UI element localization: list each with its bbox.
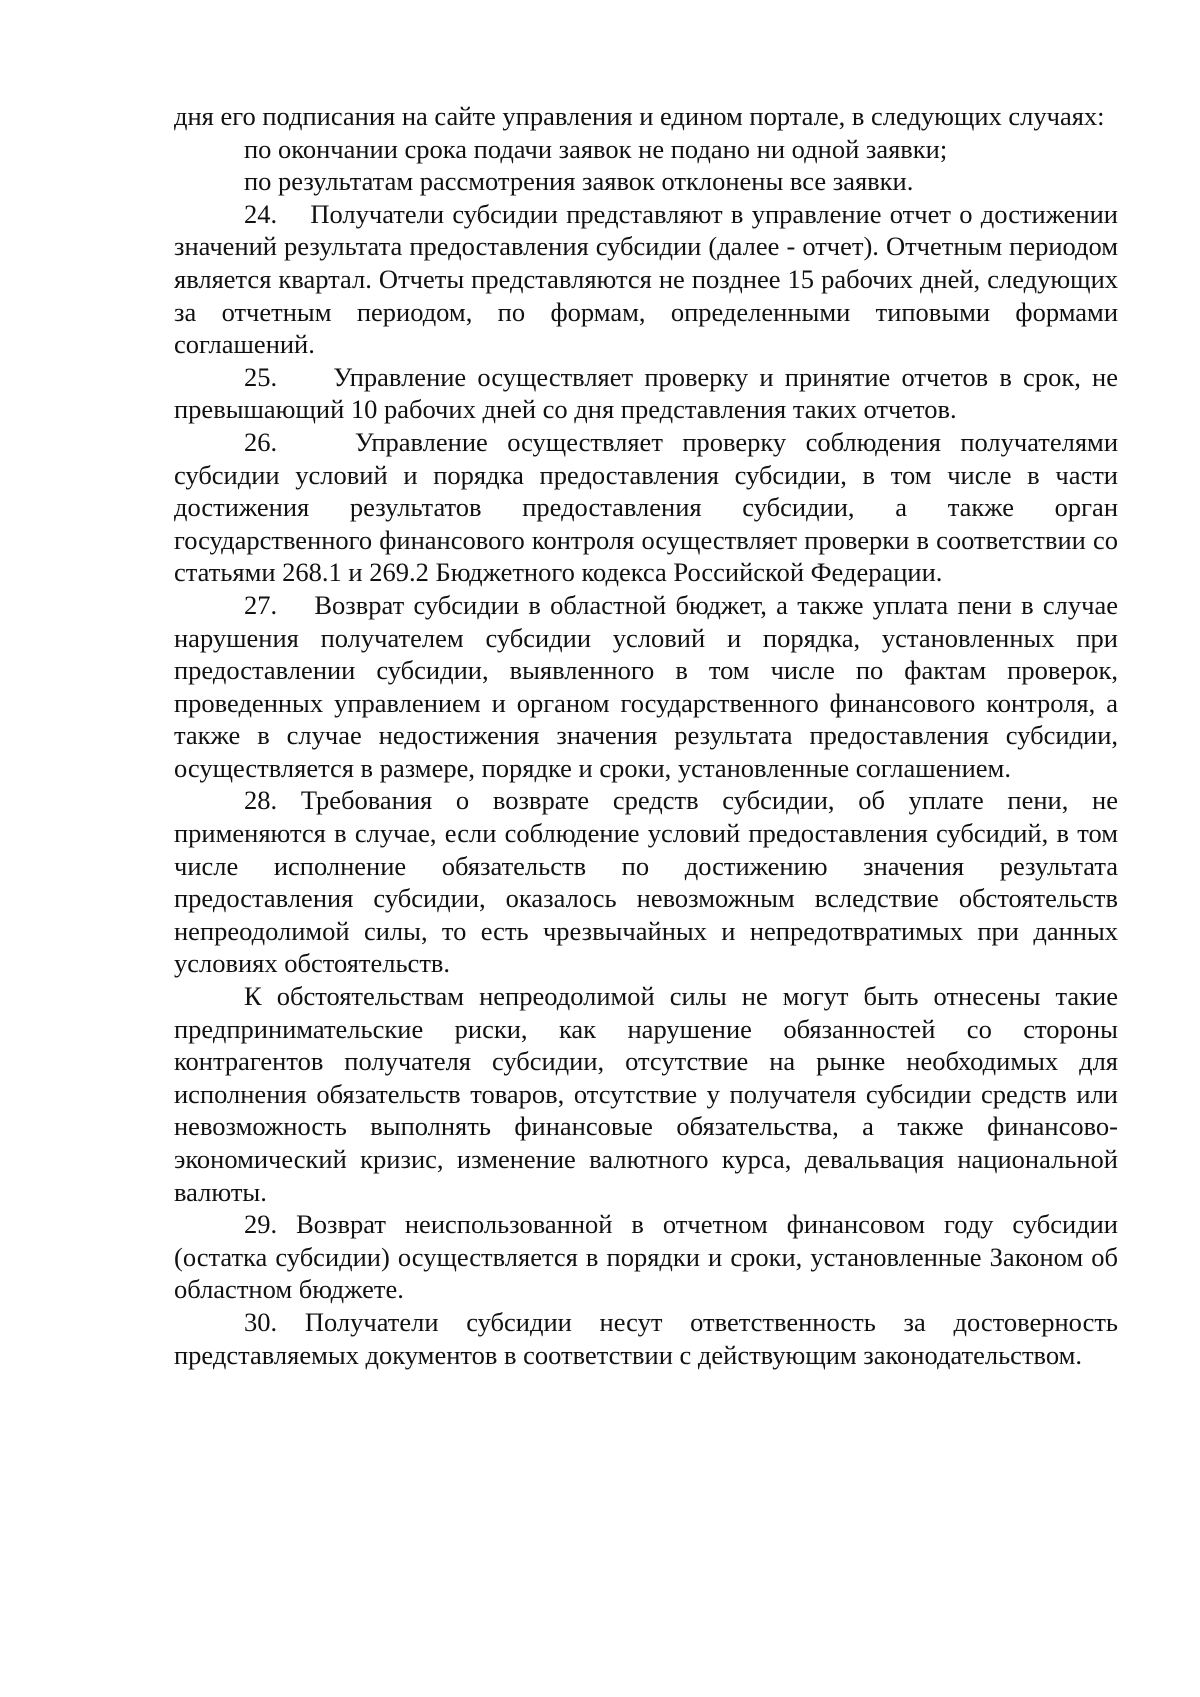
paragraph-number: 28. xyxy=(244,785,278,816)
paragraph-25 xyxy=(174,361,1118,426)
paragraph-26 xyxy=(174,426,1118,589)
paragraph-continuation xyxy=(174,100,1118,133)
paragraph-number: 24. xyxy=(244,198,278,229)
paragraph-text: Возврат неиспользованной в отчетном финансовом году субсидии (остатка субсидии) осуществляется в порядки и сроки, установленные Законом об областном бюджете. xyxy=(174,1209,1118,1305)
paragraph-text: Требования о возврате средств субсидии, об уплате пени, не применяются в случае, если соблюдение условий предоставления субсидий, в том числе исполнение обязательств по достижению значения результата предоставления субсидии, оказалось невозможным вследствие обстоятельств непреодолимой силы, то есть чрезвычайных и непредотвратимых при данных условиях обстоятельств. xyxy=(174,785,1118,979)
paragraph-all-rejected xyxy=(174,165,1118,198)
paragraph-text: дня его подписания на сайте управления и едином портале, в следующих случаях: xyxy=(174,101,1105,131)
paragraph-28 xyxy=(174,784,1118,980)
paragraph-number: 26. xyxy=(244,426,278,457)
paragraph-text: К обстоятельствам непреодолимой силы не могут быть отнесены такие предпринимательские риски, как нарушение обязанностей со стороны контрагентов получателя субсидии, отсутствие на рынке необходимых для исполнения обязательств товаров, отсутствие у получателя субсидии средств или невозможность выполнять финансовые обязательства, а также финансово-экономический кризис, изменение валютного курса, девальвация национальной валюты. xyxy=(174,981,1118,1207)
paragraph-text: Получатели субсидии представляют в управление отчет о достижении значений результата предоставления субсидии (далее - отчет). Отчетным периодом является квартал. Отчеты представляются не позднее 15 рабочих дней, следующих за отчетным периодом, по формам, определенными типовыми формами соглашений. xyxy=(174,198,1118,360)
paragraph-24 xyxy=(174,198,1118,361)
paragraph-number: 25. xyxy=(244,361,278,392)
paragraph-text: по результатам рассмотрения заявок отклонены все заявки. xyxy=(244,166,914,197)
paragraph-29 xyxy=(174,1208,1118,1306)
paragraph-text: Управление осуществляет проверку и принятие отчетов в срок, не превышающий 10 рабочих дней со дня представления таких отчетов. xyxy=(174,361,1118,425)
paragraph-number: 27. xyxy=(244,589,278,620)
paragraph-number: 29. xyxy=(244,1209,278,1240)
paragraph-27 xyxy=(174,589,1118,785)
paragraph-no-applications xyxy=(174,133,1118,166)
paragraph-number: 30. xyxy=(244,1306,278,1337)
paragraph-text: Управление осуществляет проверку соблюдения получателями субсидии условий и порядка предоставления субсидии, в том числе в части достижения результатов предоставления субсидии, а также орган государственного финансового контроля осуществляет проверки в соответствии со статьями 268.1 и 269.2 Бюджетного кодекса Российской Федерации. xyxy=(174,426,1118,588)
paragraph-force-majeure xyxy=(174,980,1118,1208)
paragraph-text: Получатели субсидии несут ответственность за достоверность представляемых документов в соответствии с действующим законодательством. xyxy=(174,1306,1118,1370)
paragraph-text: Возврат субсидии в областной бюджет, а также уплата пени в случае нарушения получателем субсидии условий и порядка, установленных при предоставлении субсидии, выявленного в том числе по фактам проверок, проведенных управлением и органом государственного финансового контроля, а также в случае недостижения значения результата предоставления субсидии, осуществляется в размере, порядке и сроки, установленные соглашением. xyxy=(174,589,1118,783)
paragraph-text: по окончании срока подачи заявок не подано ни одной заявки; xyxy=(244,133,948,164)
paragraph-30 xyxy=(174,1306,1118,1371)
document-page xyxy=(174,100,1118,1371)
